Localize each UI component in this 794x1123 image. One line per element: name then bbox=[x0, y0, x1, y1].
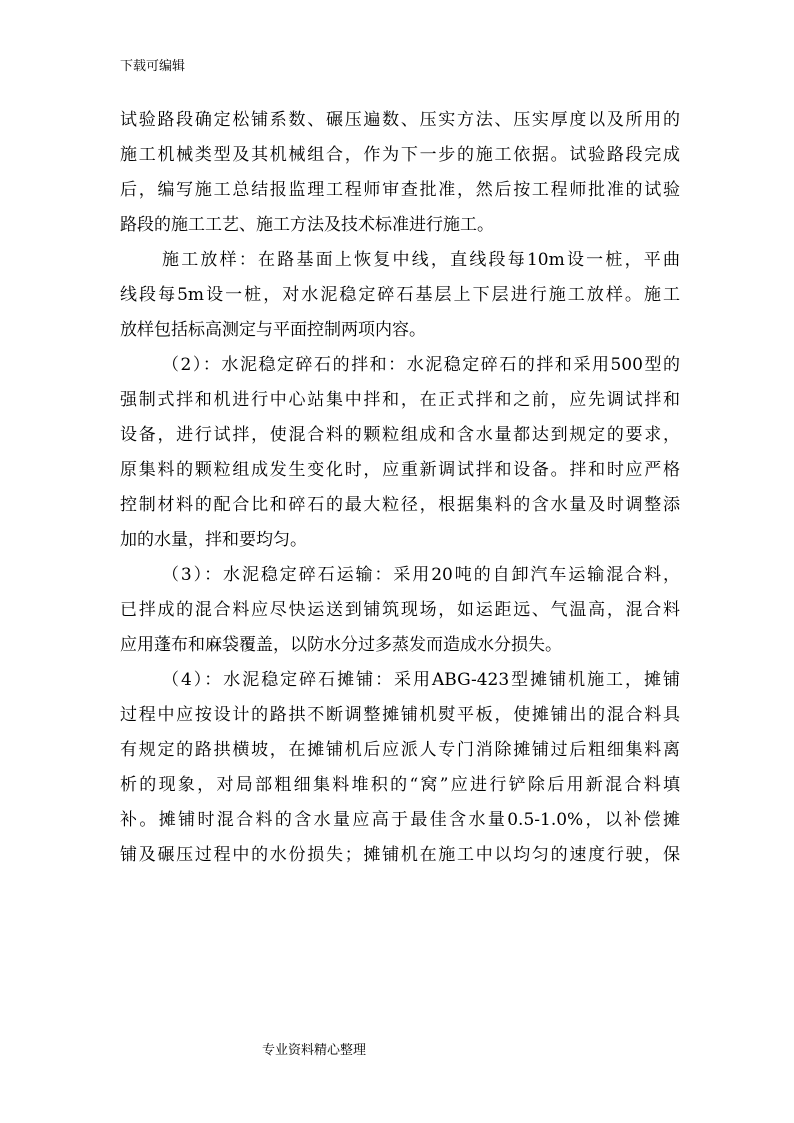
text-line: 后，编写施工总结报监理工程师审查批准，然后按工程师批准的试验 bbox=[120, 180, 680, 200]
text-line: 放样包括标高测定与平面控制两项内容。 bbox=[120, 320, 426, 340]
page-footer-note: 专业资料精心整理 bbox=[262, 1043, 367, 1058]
text-line: 铺及碾压过程中的水份损失；摊铺机在施工中以均匀的速度行驶，保 bbox=[120, 845, 680, 865]
paragraph-mixing bbox=[120, 348, 680, 558]
text-line: 控制材料的配合比和碎石的最大粒径，根据集料的含水量及时调整添 bbox=[120, 495, 680, 515]
text-line: 析的现象，对局部粗细集料堆积的“窝”应进行铲除后用新混合料填 bbox=[120, 775, 680, 795]
paragraph-paving bbox=[120, 663, 680, 873]
text-line: 已拌成的混合料应尽快运送到铺筑现场，如运距远、气温高，混合料 bbox=[120, 600, 680, 620]
document-body bbox=[120, 103, 680, 873]
page-header-note: 下载可编辑 bbox=[120, 59, 186, 74]
text-line: 路段的施工工艺、施工方法及技术标准进行施工。 bbox=[120, 215, 494, 235]
text-line: 设备，进行试拌，使混合料的颗粒组成和含水量都达到规定的要求， bbox=[120, 425, 680, 445]
paragraph-test-section bbox=[120, 103, 680, 243]
text-line: 试验路段确定松铺系数、碾压遍数、压实方法、压实厚度以及所用的 bbox=[120, 110, 680, 130]
text-line: 线段每5m设一桩，对水泥稳定碎石基层上下层进行施工放样。施工 bbox=[120, 285, 680, 305]
text-line: （3）：水泥稳定碎石运输：采用20吨的自卸汽车运输混合料， bbox=[162, 565, 680, 585]
text-line: 强制式拌和机进行中心站集中拌和，在正式拌和之前，应先调试拌和 bbox=[120, 390, 680, 410]
text-line: 应用蓬布和麻袋覆盖，以防水分过多蒸发而造成水分损失。 bbox=[120, 635, 562, 655]
text-line: 有规定的路拱横坡，在摊铺机后应派人专门消除摊铺过后粗细集料离 bbox=[120, 740, 680, 760]
text-line: 加的水量，拌和要均匀。 bbox=[120, 530, 307, 550]
text-line: 施工机械类型及其机械组合，作为下一步的施工依据。试验路段完成 bbox=[120, 145, 680, 165]
text-line: （2）：水泥稳定碎石的拌和：水泥稳定碎石的拌和采用500型的 bbox=[162, 355, 680, 375]
text-line: 补。摊铺时混合料的含水量应高于最佳含水量0.5-1.0%，以补偿摊 bbox=[120, 810, 680, 830]
paragraph-transport bbox=[120, 558, 680, 663]
paragraph-staking-out bbox=[120, 243, 680, 348]
text-line: 原集料的颗粒组成发生变化时，应重新调试拌和设备。拌和时应严格 bbox=[120, 460, 680, 480]
text-line: 施工放样：在路基面上恢复中线，直线段每10m设一桩，平曲 bbox=[162, 250, 680, 270]
text-line: 过程中应按设计的路拱不断调整摊铺机熨平板，使摊铺出的混合料具 bbox=[120, 705, 680, 725]
text-line: （4）：水泥稳定碎石摊铺：采用ABG-423型摊铺机施工，摊铺 bbox=[162, 670, 680, 690]
